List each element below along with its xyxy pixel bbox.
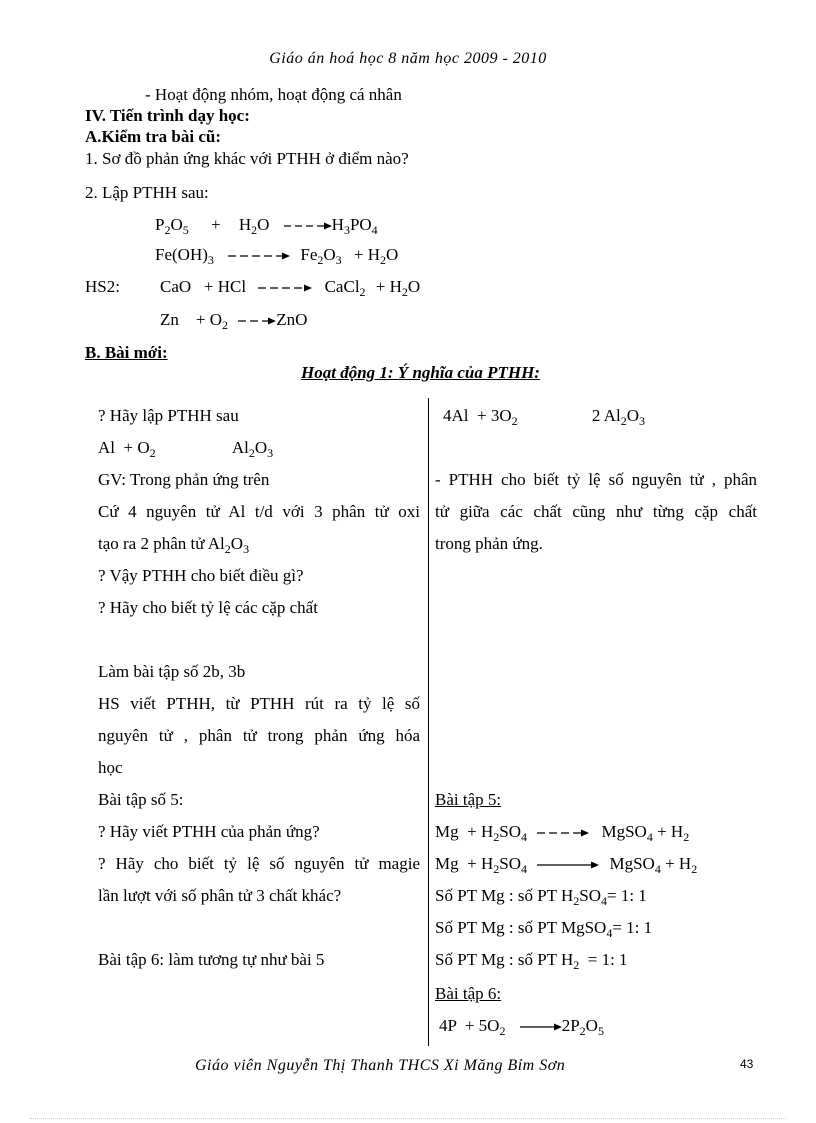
section-iv-title: IV. Tiến trình dạy học:: [85, 106, 250, 125]
right-line-3: tử giữa các chất cũng như từng cặp chất: [435, 502, 757, 521]
left-line-16: Bài tập 6: làm tương tự như bài 5: [98, 950, 325, 969]
activity-1-title: Hoạt động 1: Ý nghĩa của PTHH:: [301, 363, 540, 382]
solid-arrow-icon: [520, 1022, 562, 1032]
dashed-arrow-icon: [284, 221, 332, 231]
equation-3: CaO + HCl CaCl$_2$ + $H_2O$: [160, 277, 421, 299]
left-line-12: Bài tập số 5:: [98, 790, 184, 809]
equation-1: $P_2O_5 + H_2O$ $H_3PO_4$: [155, 215, 378, 237]
left-line-2: $Al + O_2$ $Al_2O_3$: [98, 438, 274, 460]
bottom-divider: [30, 1118, 786, 1119]
activity-mode: - Hoạt động nhóm, hoạt động cá nhân: [145, 85, 402, 104]
page-number: 43: [740, 1057, 754, 1071]
left-line-9: HS viết PTHH, từ PTHH rút ra tỷ lệ số: [98, 694, 420, 713]
solid-arrow-icon: [537, 860, 599, 870]
section-a-title: A.Kiểm tra bài cũ:: [85, 127, 221, 146]
exercise-6-title: Bài tập 6:: [435, 984, 502, 1003]
dashed-arrow-icon: [228, 251, 290, 261]
left-line-7: ? Hãy cho biết tỷ lệ các cặp chất: [98, 598, 318, 617]
question-2: 2. Lập PTHH sau:: [85, 183, 209, 202]
ratio-mg-h2so4: Số PT Mg : số PT $H_2SO_4= 1$: 1: [435, 886, 647, 908]
left-line-5: tạo ra 2 phân tử $Al_2O_3$: [98, 534, 250, 556]
left-line-1: ? Hãy lập PTHH sau: [98, 406, 239, 425]
left-line-3: GV: Trong phản ứng trên: [98, 470, 270, 489]
dashed-arrow-icon: [258, 283, 312, 293]
left-line-10: nguyên tử , phân tử trong phản ứng hóa: [98, 726, 420, 745]
exercise-5-title: Bài tập 5:: [435, 790, 502, 809]
mg-equation-balanced: $Mg + H_2SO_4$ MgSO$_4$ + $H_2$: [435, 854, 698, 876]
left-line-14: ? Hãy cho biết tỷ lệ số nguyên tử magie: [98, 854, 420, 873]
question-1: 1. Sơ đồ phản ứng khác với PTHH ở điểm nào?: [85, 149, 409, 168]
section-b-title: B. Bài mới:: [85, 343, 168, 362]
right-line-2: - PTHH cho biết tỷ lệ số nguyên tử , phân: [435, 470, 757, 489]
ratio-mg-h2: Số PT Mg : số PT $H_2 = 1$: 1: [435, 950, 628, 972]
left-line-8: Làm bài tập số 2b, 3b: [98, 662, 246, 681]
right-line-4: trong phản ứng.: [435, 534, 543, 553]
page-footer: Giáo viên Nguyễn Thị Thanh THCS Xi Măng Bỉm Sơn: [195, 1057, 566, 1074]
dashed-arrow-icon: [238, 316, 276, 326]
right-line-1: $4Al + 3O_2$ 2 $Al_2O_3$: [443, 406, 645, 428]
left-line-13: ? Hãy viết PTHH của phản ứng?: [98, 822, 320, 841]
page-header: Giáo án hoá học 8 năm học 2009 - 2010: [269, 50, 547, 67]
left-line-15: lần lượt với số phân tử 3 chất khác?: [98, 886, 342, 905]
left-line-11: học: [98, 758, 123, 777]
column-divider: [428, 398, 429, 1046]
equation-2: $Fe(OH)_3$ $Fe_2O_3 + H_2O$: [155, 245, 399, 267]
hs2-label: HS2:: [85, 277, 120, 296]
dashed-arrow-icon: [537, 828, 589, 838]
mg-equation-scheme: $Mg + H_2SO_4$ MgSO$_4$ + $H_2$: [435, 822, 690, 844]
equation-4: Zn + $O_2$ ZnO: [160, 310, 308, 332]
left-line-6: ? Vậy PTHH cho biết điều gì?: [98, 566, 304, 585]
ratio-mg-mgso4: Số PT Mg : số PT MgSO$_4$= 1: 1: [435, 918, 653, 940]
p-equation: $4P + 5O_2$ $2P_2O_5$: [439, 1016, 604, 1038]
left-line-4: Cứ 4 nguyên tử Al t/d với 3 phân tử oxi: [98, 502, 420, 521]
